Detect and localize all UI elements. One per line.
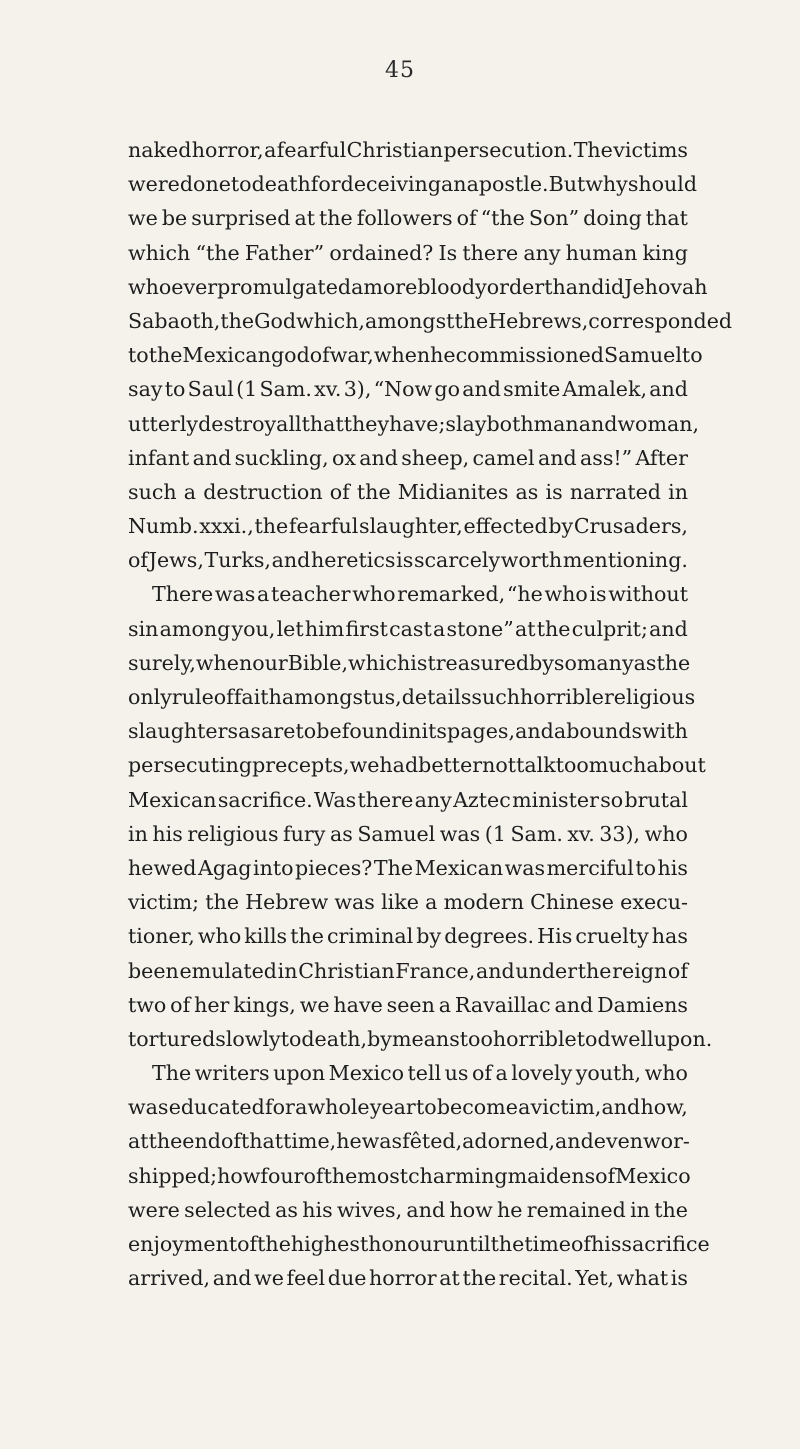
body-text — [128, 133, 733, 1295]
text-line: in his religious fury as Samuel was (1 Sam. xv. 33), who — [128, 821, 688, 846]
text-line: been emulated in Christian France, and under the reign of — [128, 958, 688, 983]
text-line: were done to death for deceiving an apostle. But why should — [128, 172, 698, 197]
text-line: two of her kings, we have seen a Ravaillac and Damiens — [128, 992, 688, 1017]
text-line: Sabaoth, the God which, amongst the Hebrews, corresponded — [128, 308, 733, 333]
text-line: shipped; how four of the most charming maidens of Mexico — [128, 1163, 691, 1188]
text-line: only rule of faith amongst us, details such horrible religious — [128, 685, 696, 709]
text-line: such a destruction of the Midianites as is narrated in — [128, 479, 688, 504]
text-line: tioner, who kills the criminal by degrees. His cruelty has — [128, 924, 688, 949]
text-line: Mexican sacrifice. Was there any Aztec minister so brutal — [128, 787, 688, 812]
text-line: tortured slowly to death, by means too horrible to dwell upon. — [128, 1026, 713, 1051]
text-line: was educated for a whole year to become a victim, and how, — [128, 1095, 688, 1120]
text-line: of Jews, Turks, and heretics is scarcely worth mentioning. — [128, 548, 688, 573]
text-line: slaughters as are to be found in its pages, and abounds with — [128, 719, 688, 744]
text-line: arrived, and we feel due horror at the recital. Yet, what is — [128, 1266, 688, 1291]
text-line: infant and suckling, ox and sheep, camel and ass!” After — [128, 445, 688, 470]
text-line: to the Mexican god of war, when he commissioned Samuel to — [128, 343, 703, 368]
text-line: Numb. xxxi., the fearful slaughter, effected by Crusaders, — [128, 514, 688, 539]
text-line: were selected as his wives, and how he remained in the — [128, 1197, 688, 1222]
text-line: at the end of that time, he was fêted, adorned, and even wor- — [128, 1129, 690, 1154]
page-number: 45 — [385, 58, 415, 83]
text-line: There was a teacher who remarked, “he who is without — [152, 582, 688, 607]
text-line: persecuting precepts, we had better not talk too much about — [128, 753, 706, 778]
text-line: utterly destroy all that they have; slay both man and woman, — [128, 411, 700, 436]
text-line: surely, when our Bible, which is treasured by so many as the — [128, 650, 691, 675]
text-line: who ever promulgated a more bloody order than did Jehovah — [128, 274, 708, 299]
text-line: hewed Agag into pieces? The Mexican was merciful to his — [128, 855, 688, 880]
text-line: victim; the Hebrew was like a modern Chinese execu- — [128, 890, 688, 915]
text-line: sin among you, let him first cast a stone” at the culprit; and — [128, 616, 688, 641]
text-line: say to Saul (1 Sam. xv. 3), “Now go and smite Amalek, and — [128, 377, 688, 402]
text-line: naked horror, a fearful Christian persecution. The victims — [128, 138, 688, 162]
text-line: we be surprised at the followers of “the Son” doing that — [128, 206, 688, 231]
text-line: The writers upon Mexico tell us of a lovely youth, who — [152, 1061, 688, 1086]
text-line: enjoyment of the highest honour until the time of his sacrifice — [128, 1232, 710, 1256]
text-line: which “the Father” ordained? Is there any human king — [128, 240, 688, 265]
